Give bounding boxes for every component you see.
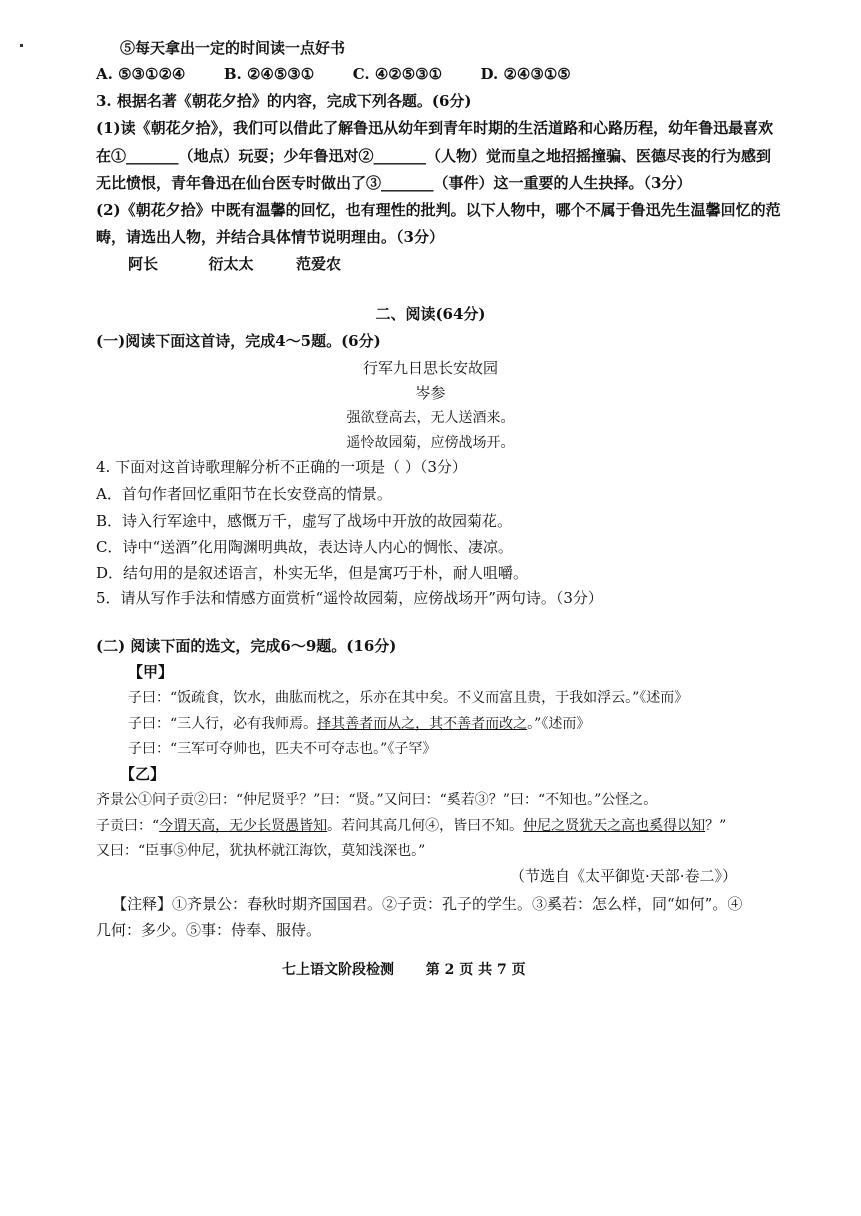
q4-option-c: C．诗中“送酒”化用陶渊明典故，表达诗人内心的惆怅、凄凉。 [96, 538, 513, 556]
jia-line-2: 子曰：“三人行，必有我师焉。择其善者而从之，其不善者而改之。”《述而》 [128, 716, 591, 732]
page-footer [282, 960, 526, 980]
q3-part1-line1: (1)读《朝花夕拾》，我们可以借此了解鲁迅从幼年到青年时期的生活道路和心路历程，幼年鲁迅最喜欢 [96, 119, 774, 137]
q4-option-b: B．诗入行军途中，感慨万千，虚写了战场中开放的故园菊花。 [96, 512, 513, 530]
q5-stem: 5．请从写作手法和情感方面赏析“遥怜故园菊，应傍战场开”两句诗。（3分） [96, 589, 603, 607]
jia-line-1: 子曰：“饭疏食，饮水，曲肱而枕之，乐亦在其中矣。不义而富且贵，于我如浮云。”《述而》 [128, 690, 689, 706]
poem-intro: (一)阅读下面这首诗，完成4～5题。(6分) [96, 332, 381, 350]
q4-option-a: A．首句作者回忆重阳节在长安登高的情景。 [96, 485, 392, 503]
poem-line-1: 强欲登高去，无人送酒来。 [346, 410, 515, 426]
q3-name-options [128, 254, 341, 274]
scan-dot [20, 44, 23, 47]
note-line-1: 【注释】①齐景公：春秋时期齐国国君。②子贡：孔子的学生。③奚若：怎么样，同“如何”。④ [112, 895, 743, 913]
yi-line-2: 子贡曰：“今谓天高，无少长贤愚皆知。若问其高几何④，皆曰不知。仲尼之贤犹天之高也奚得以知？” [96, 818, 727, 834]
name-option: 范爱农 [295, 255, 341, 273]
q2-options [96, 64, 571, 84]
prose-intro: (二) 阅读下面的选文，完成6～9题。(16分) [96, 637, 397, 655]
name-option: 衍太太 [208, 255, 254, 273]
yi-label: 【乙】 [120, 765, 166, 783]
q3-part1-line2: 在①_______（地点）玩耍；少年鲁迅对②_______（人物）觉而皇之地招摇撞骗、医德尽丧的行为感到 [96, 147, 772, 165]
footer-subject: 七上语文阶段检测 [282, 962, 394, 978]
underlined-sentence: 择其善者而从之，其不善者而改之 [317, 716, 528, 732]
q2-option-d: D. ②④③①⑤ [480, 65, 571, 83]
q4-stem: 4. 下面对这首诗歌理解分析不正确的一项是（ ）（3分） [96, 458, 467, 476]
q3-part2-line1: (2)《朝花夕拾》中既有温馨的回忆，也有理性的批判。以下人物中，哪个不属于鲁迅先生温馨回忆的范 [96, 201, 781, 219]
underlined-sentence: 仲尼之贤犹天之高也奚得以知 [523, 818, 706, 834]
footer-page-number: 第 2 页 共 7 页 [425, 962, 526, 978]
q3-part1-line3: 无比愤恨，青年鲁迅在仙台医专时做出了③_______（事件）这一重要的人生抉择。（3分） [96, 174, 692, 192]
q3-stem: 3. 根据名著《朝花夕拾》的内容，完成下列各题。(6分) [96, 92, 472, 110]
name-option: 阿长 [128, 255, 159, 273]
q2-item5: ⑤每天拿出一定的时间读一点好书 [120, 39, 346, 57]
yi-line-3: 又曰：“臣事⑤仲尼，犹执杯就江海饮，莫知浅深也。” [96, 843, 426, 859]
poem-line-2: 遥怜故园菊，应傍战场开。 [346, 435, 515, 451]
q2-option-c: C. ④②⑤③① [352, 65, 443, 83]
q4-option-d: D．结句用的是叙述语言，朴实无华，但是寓巧于朴，耐人咀嚼。 [96, 564, 529, 582]
q2-option-a: A. ⑤③①②④ [96, 65, 186, 83]
note-line-2: 几何：多少。⑤事：侍奉、服侍。 [96, 921, 322, 939]
jia-label: 【甲】 [128, 663, 174, 681]
yi-line-1: 齐景公①问子贡②曰：“仲尼贤乎？”曰：“贤。”又问曰：“奚若③？”曰：“不知也。”公怪之。 [96, 792, 658, 808]
underlined-sentence: 今谓天高，无少长贤愚皆知 [159, 818, 328, 834]
section-title: 二、阅读(64分) [375, 305, 486, 323]
poem-author: 岑参 [415, 384, 446, 402]
q3-part2-line2: 畴，请选出人物，并结合具体情节说明理由。（3分） [96, 228, 444, 246]
jia-line-3: 子曰：“三军可夺帅也，匹夫不可夺志也。”《子罕》 [128, 741, 437, 757]
source-citation: （节选自《太平御览·天部·卷二》） [510, 867, 738, 885]
poem-title: 行军九日思长安故园 [362, 359, 498, 377]
q2-option-b: B. ②④⑤③① [223, 65, 315, 83]
